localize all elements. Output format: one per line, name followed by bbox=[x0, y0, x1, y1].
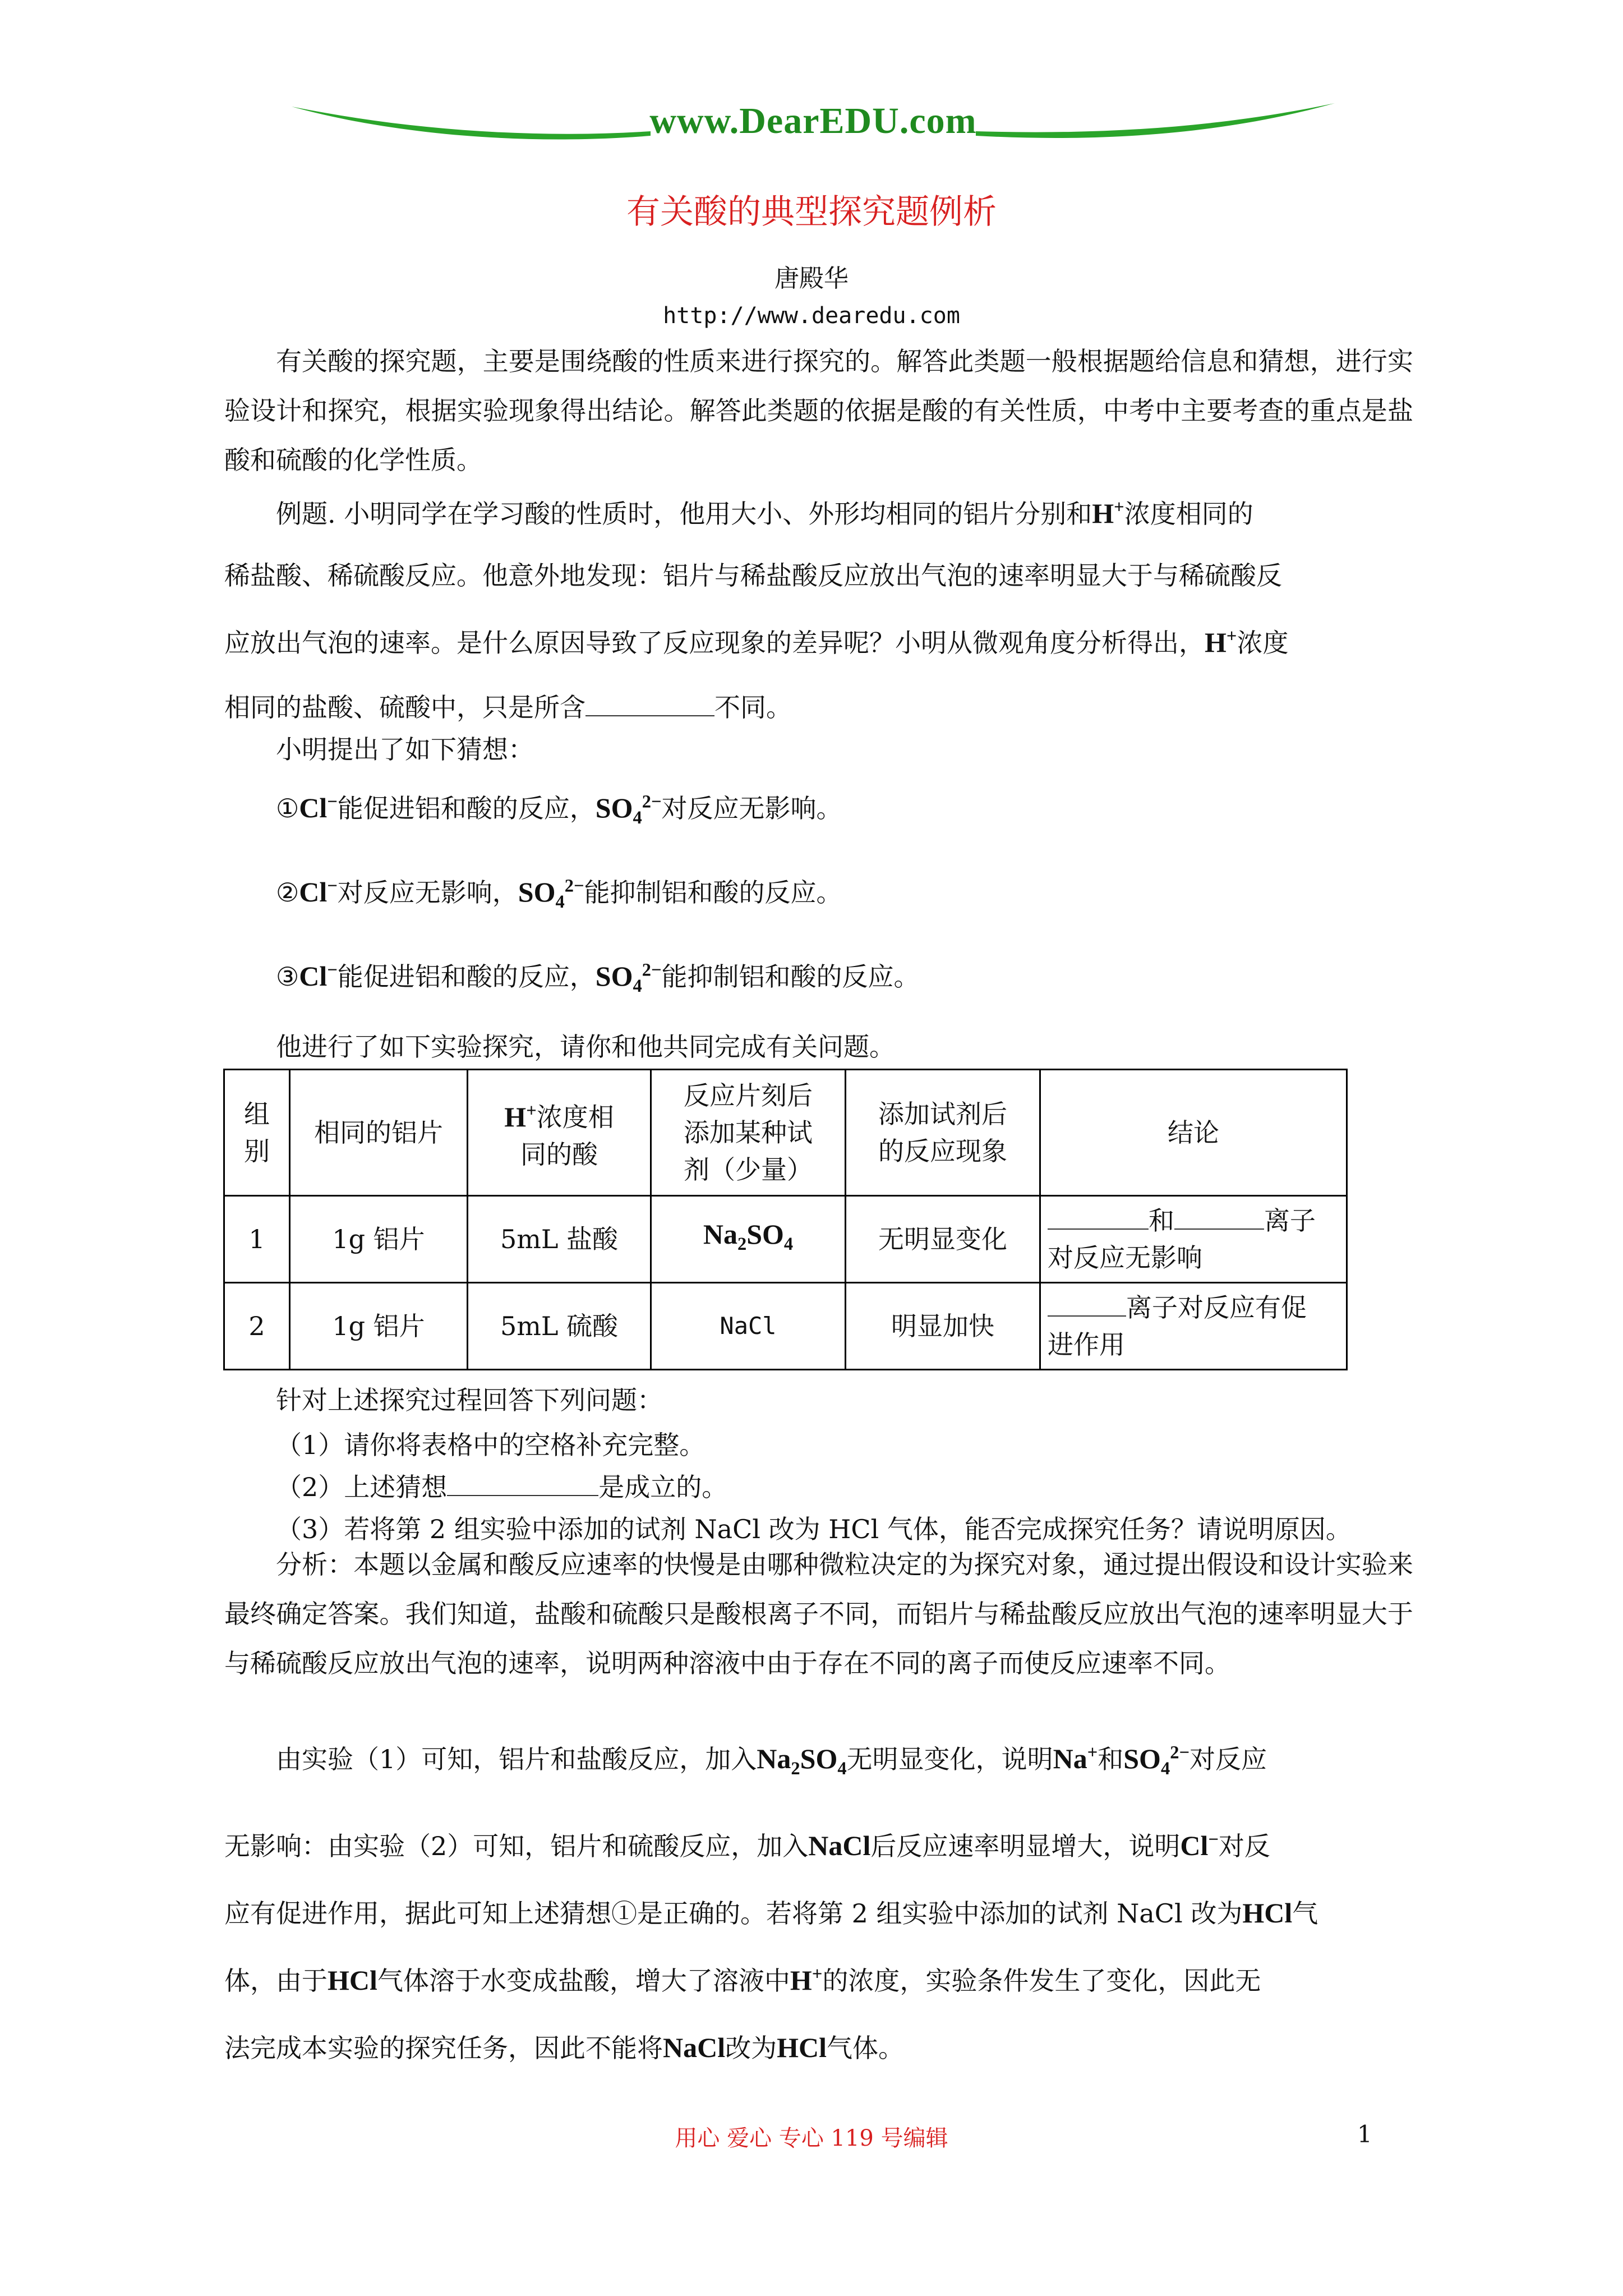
footer-text: 用心 爱心 专心 119 号编辑 bbox=[675, 2125, 948, 2151]
answer-blank[interactable] bbox=[1048, 1206, 1149, 1230]
conclusion-line-1: 由实验（1）可知，铝片和盐酸反应，加入$Na_2SO_4$无明显变化，说明Na+和$SO_4^{2-}$对反应 bbox=[276, 1742, 1267, 1779]
header-acid: H+浓度相 同的酸 bbox=[468, 1070, 651, 1196]
cell-phenomenon: 无明显变化 bbox=[846, 1196, 1040, 1283]
cell-reagent: $Na_2SO_4$ bbox=[651, 1196, 846, 1283]
answer-blank[interactable] bbox=[1048, 1293, 1126, 1317]
page-title: 有关酸的典型探究题例析 bbox=[626, 192, 997, 232]
guess-3: ③Cl−能促进铝和酸的反应，$SO_4^{2-}$能抑制铝和酸的反应。 bbox=[276, 960, 920, 996]
experiment-table bbox=[223, 1069, 1348, 1370]
header-al: 相同的铝片 bbox=[290, 1070, 468, 1196]
guess-2: ②Cl−对反应无影响，$SO_4^{2-}$能抑制铝和酸的反应。 bbox=[276, 876, 842, 912]
table-header-row bbox=[224, 1070, 1347, 1196]
example-line-3: 应放出气泡的速率。是什么原因导致了反应现象的差异呢？小明从微观角度分析得出，H+浓度 bbox=[224, 626, 1289, 658]
conclusion-line-4: 体，由于HCl气体溶于水变成盐酸，增大了溶液中H+的浓度，实验条件发生了变化，因此无 bbox=[224, 1964, 1261, 1996]
cell-acid: 5mL 盐酸 bbox=[468, 1196, 651, 1283]
guess-1: ①Cl−能促进铝和酸的反应，$SO_4^{2-}$对反应无影响。 bbox=[276, 792, 842, 828]
cell-conclusion: 和 离子 对反应无影响 bbox=[1040, 1196, 1347, 1283]
header-group: 组 别 bbox=[224, 1070, 290, 1196]
logo-text: www.DearEDU.com bbox=[649, 100, 977, 141]
example-line-1: 例题. 小明同学在学习酸的性质时，他用大小、外形均相同的铝片分别和H+浓度相同的 bbox=[276, 497, 1253, 529]
answer-blank[interactable] bbox=[447, 1473, 598, 1496]
table-row bbox=[224, 1196, 1347, 1283]
answer-blank[interactable] bbox=[1174, 1206, 1264, 1230]
experiment-intro: 他进行了如下实验探究，请你和他共同完成有关问题。 bbox=[276, 1032, 895, 1062]
question-1: （1）请你将表格中的空格补充完整。 bbox=[276, 1430, 706, 1460]
cell-acid: 5mL 硫酸 bbox=[468, 1283, 651, 1370]
question-2: （2）上述猜想 是成立的。 bbox=[276, 1472, 728, 1502]
page-number: 1 bbox=[1357, 2120, 1372, 2148]
cell-conclusion: 离子对反应有促 进作用 bbox=[1040, 1283, 1347, 1370]
cell-phenomenon: 明显加快 bbox=[846, 1283, 1040, 1370]
cell-al: 1g 铝片 bbox=[290, 1196, 468, 1283]
cell-group: 1 bbox=[224, 1196, 290, 1283]
header-phenomenon: 添加试剂后 的反应现象 bbox=[846, 1070, 1040, 1196]
example-line-4: 相同的盐酸、硫酸中，只是所含 不同。 bbox=[224, 692, 792, 723]
table-row bbox=[224, 1283, 1347, 1370]
cell-reagent: NaCl bbox=[651, 1283, 846, 1370]
intro-paragraph: 有关酸的探究题，主要是围绕酸的性质来进行探究的。解答此类题一般根据题给信息和猜想，进行实验设计和探究，根据实验现象得出结论。解答此类题的依据是酸的有关性质，中考中主要考查的重点是盐酸和硫酸的化学性质。 bbox=[224, 346, 1413, 475]
example-line-5: 小明提出了如下猜想： bbox=[276, 734, 534, 765]
source-url: http://www.dearedu.com bbox=[663, 303, 960, 329]
cell-group: 2 bbox=[224, 1283, 290, 1370]
analysis-paragraph: 分析：本题以金属和酸反应速率的快慢是由哪种微粒决定的为探究对象，通过提出假设和设计实验来最终确定答案。我们知道，盐酸和硫酸只是酸根离子不同，而铝片与稀盐酸反应放出气泡的速率明显大于与稀硫酸反应放出气泡的速率，说明两种溶液中由于存在不同的离子而使反应速率不同。 bbox=[224, 1549, 1413, 1678]
question-3: （3）若将第 2 组实验中添加的试剂 NaCl 改为 HCl 气体，能否完成探究任务？请说明原因。 bbox=[276, 1514, 1352, 1544]
conclusion-line-3: 应有促进作用，据此可知上述猜想①是正确的。若将第 2 组实验中添加的试剂 NaCl 改为HCl气 bbox=[224, 1897, 1318, 1929]
conclusion-line-2: 无影响：由实验（2）可知，铝片和硫酸反应，加入NaCl后反应速率明显增大，说明Cl−对反 bbox=[224, 1829, 1270, 1861]
header-conclusion: 结论 bbox=[1040, 1070, 1347, 1196]
example-line-2: 稀盐酸、稀硫酸反应。他意外地发现：铝片与稀盐酸反应放出气泡的速率明显大于与稀硫酸反 bbox=[224, 560, 1282, 591]
header-reagent: 反应片刻后 添加某种试 剂（少量） bbox=[651, 1070, 846, 1196]
conclusion-line-5: 法完成本实验的探究任务，因此不能将NaCl改为HCl气体。 bbox=[224, 2032, 905, 2063]
author: 唐殿华 bbox=[774, 264, 849, 293]
site-logo bbox=[292, 95, 1335, 157]
cell-al: 1g 铝片 bbox=[290, 1283, 468, 1370]
questions-intro: 针对上述探究过程回答下列问题： bbox=[276, 1385, 663, 1415]
answer-blank[interactable] bbox=[585, 693, 714, 716]
